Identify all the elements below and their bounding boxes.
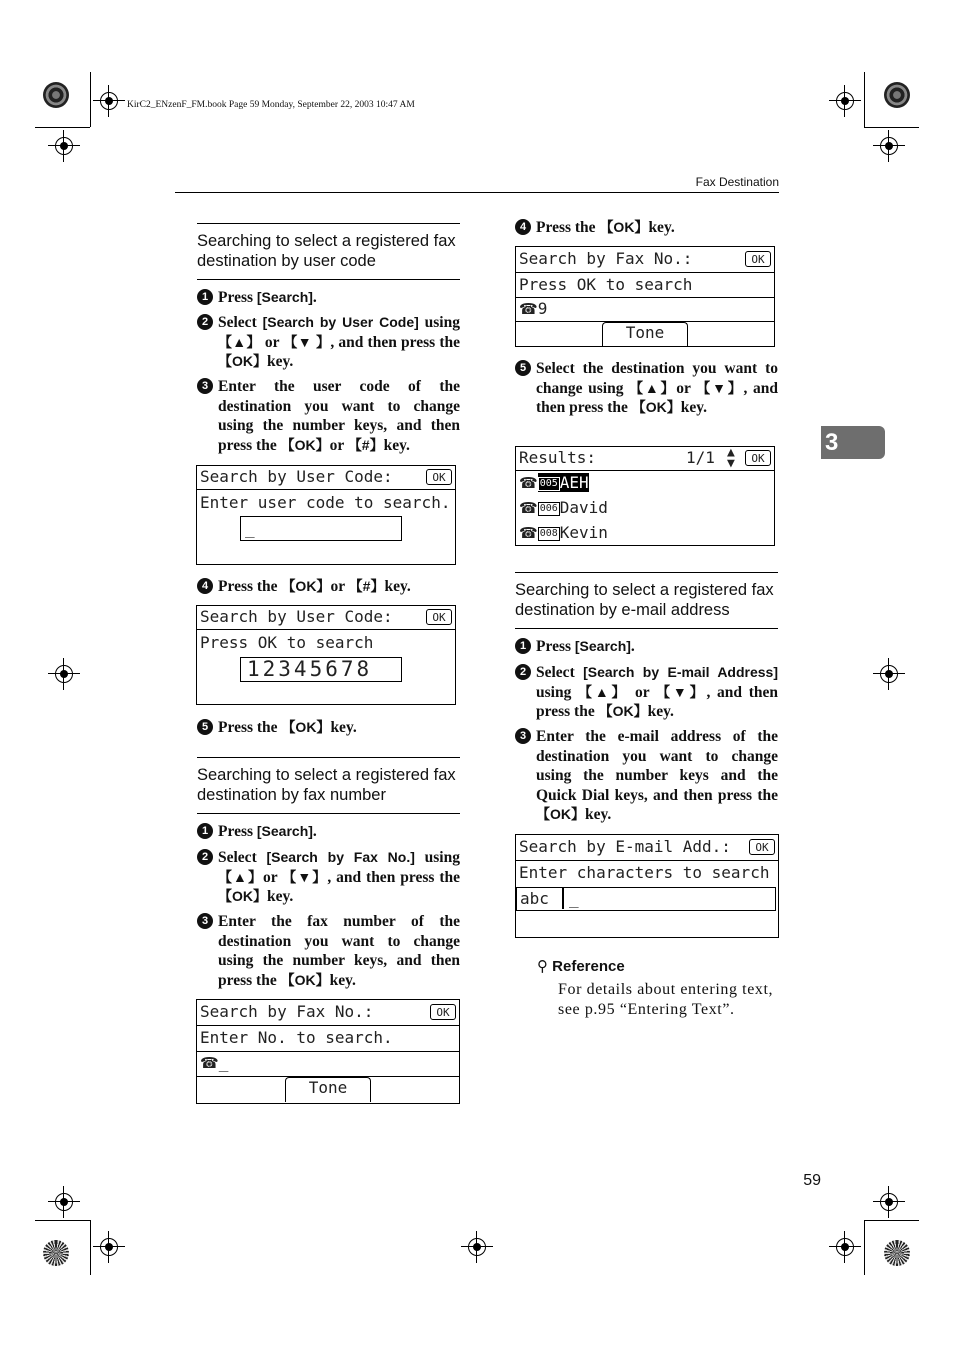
step-2: 2 Select [Search by User Code] using 【▲】 or 【▼ 】, and then press the 【OK】key. <box>197 313 460 373</box>
step-3: 3 Enter the e-mail address of the destination you want to change using the number keys and the Quick Dial keys, and then press the 【OK】key. <box>515 727 778 827</box>
lcd-search-fax-entry: Search by Fax No.: OK Enter No. to search. ☎_ Tone <box>196 999 460 1104</box>
lcd-search-user-code-entry: Search by User Code: OK Enter user code to search. _ <box>196 465 456 565</box>
step-1: 1 Press [Search]. <box>197 288 460 308</box>
ok-button[interactable]: OK <box>426 609 452 625</box>
crosshair-icon <box>880 665 898 683</box>
reference-heading: ⚲ Reference <box>537 957 625 975</box>
section-heading-email: Searching to select a registered fax destination by e-mail address <box>515 572 778 629</box>
ok-button[interactable]: OK <box>745 450 771 466</box>
registration-disc-icon <box>884 1240 910 1266</box>
step-1: 1 Press [Search]. <box>515 637 778 657</box>
registration-disc-icon <box>884 82 910 108</box>
phone-icon: ☎ <box>519 499 538 517</box>
phone-icon: ☎ <box>519 474 538 492</box>
crosshair-icon <box>880 1193 898 1211</box>
crosshair-icon <box>55 665 73 683</box>
lcd-search-email: Search by E-mail Add.: OK Enter characters to search abc _ <box>515 834 779 938</box>
fax-number-input[interactable]: ☎9 <box>516 298 774 322</box>
tone-button[interactable]: Tone <box>602 322 688 346</box>
user-code-input[interactable]: _ <box>240 516 402 541</box>
crosshair-icon <box>55 137 73 155</box>
registration-disc-icon <box>43 1240 69 1266</box>
magnifier-icon: ⚲ <box>537 957 548 975</box>
step-3: 3 Enter the user code of the destination you want to change using the number keys, and then press the 【OK】or 【#】key. <box>197 377 460 457</box>
section-heading-fax-number: Searching to select a registered fax destination by fax number <box>197 757 460 814</box>
lcd-search-user-code-press-ok: Search by User Code: OK Press OK to search 12345678 <box>196 605 456 705</box>
result-item[interactable]: ☎ 006 David <box>519 498 608 517</box>
tone-button[interactable]: Tone <box>285 1077 371 1102</box>
ok-button[interactable]: OK <box>745 251 771 267</box>
crosshair-icon <box>100 92 118 110</box>
step-3: 3 Enter the fax number of the destination you want to change using the number keys, and then press the 【OK】key. <box>197 912 460 992</box>
page-number: 59 <box>803 1172 821 1189</box>
ok-button[interactable]: OK <box>430 1004 456 1020</box>
lcd-results: Results: 1/1 ▲ ▼ OK ☎ 005 AEH ☎ 006 David ☎ 008 Kevin <box>515 446 775 546</box>
reference-text: For details about entering text, see p.95 “Entering Text”. <box>558 981 774 1018</box>
step-2: 2 Select [Search by E-mail Address] using 【▲】 or 【▼】, and then press the 【OK】key. <box>515 663 778 723</box>
phone-icon: ☎ <box>519 300 538 318</box>
chapter-tab: 3 <box>821 426 885 459</box>
step-2: 2 Select [Search by Fax No.] using 【▲】or 【▼】, and then press the 【OK】key. <box>197 848 460 908</box>
email-input[interactable]: abc _ <box>516 887 776 911</box>
registration-disc-icon <box>43 82 69 108</box>
ok-button[interactable]: OK <box>749 839 775 855</box>
step-4: 4 Press the 【OK】key. <box>515 218 778 238</box>
crosshair-icon <box>880 137 898 155</box>
lcd-search-fax-press-ok: Search by Fax No.: OK Press OK to search ☎9 Tone <box>515 246 775 347</box>
crosshair-icon <box>55 1193 73 1211</box>
running-title: Fax Destination <box>695 175 779 189</box>
file-info: KirC2_ENzenF_FM.book Page 59 Monday, September 22, 2003 10:47 AM <box>127 100 415 110</box>
step-4: 4 Press the 【OK】or 【#】key. <box>197 577 460 597</box>
crosshair-icon <box>836 92 854 110</box>
section-heading-user-code: Searching to select a registered fax destination by user code <box>197 223 460 280</box>
step-5: 5 Select the destination you want to change using 【▲】or 【▼】, and then press the 【OK】key. <box>515 359 778 439</box>
result-item[interactable]: ☎ 005 AEH <box>519 473 589 492</box>
up-down-arrows-icon: ▲ ▼ <box>727 445 735 471</box>
header-rule <box>175 192 779 193</box>
phone-icon: ☎ <box>200 1054 219 1072</box>
crosshair-icon <box>836 1238 854 1256</box>
step-1: 1 Press [Search]. <box>197 822 460 842</box>
crosshair-icon <box>468 1238 486 1256</box>
ok-button[interactable]: OK <box>426 469 452 485</box>
step-5: 5 Press the 【OK】key. <box>197 718 460 738</box>
phone-icon: ☎ <box>519 524 538 542</box>
crosshair-icon <box>100 1238 118 1256</box>
fax-number-input[interactable]: ☎_ <box>197 1052 459 1077</box>
result-item[interactable]: ☎ 008 Kevin <box>519 523 608 542</box>
user-code-input[interactable]: 12345678 <box>240 657 402 682</box>
